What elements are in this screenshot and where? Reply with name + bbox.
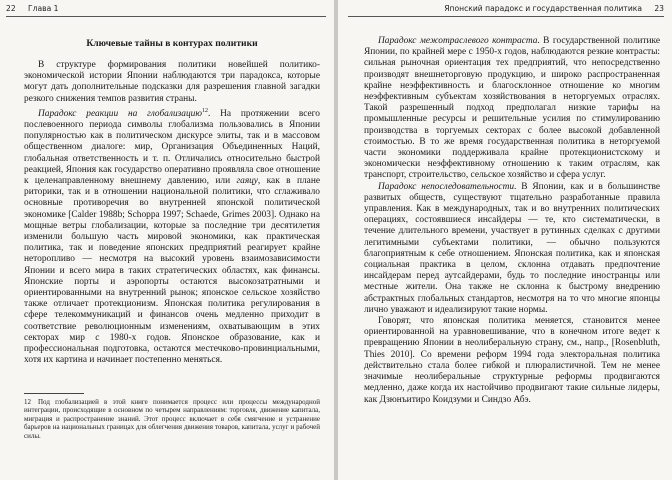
header-rule (348, 16, 664, 17)
right-page (338, 0, 672, 480)
header-rule (6, 16, 326, 17)
paragraph-globalization (24, 109, 320, 367)
paragraph-cross-sector (364, 36, 660, 182)
footnote-number: 12 (24, 398, 31, 406)
right-body (364, 36, 660, 406)
left-page (0, 0, 334, 480)
paragraph-inconsistency (364, 182, 660, 316)
paragraph-text: . В государственной политике Японии, по крайней мере с 1950-х годов, наблюдаются резкие контрасты: сильная рыночная ориентация тех предприятий, что непосредственно производят внешнеторговую продукцию, и широко распространенная крайне неэффективность и благосклонное отношение ко многим неэффективным субъектам хозяйствования в неторгуемых отраслях. Такой разрешенный подход предполагал низкие тарифы на промышленные ресурсы и решительные усилия по стимулированию производства в торгуемых секторах с более высокой добавленной стоимостью. В то же время государственная политика в неторгуемой части экономики поддерживала крайне протекционистскому и экономически неэффективному отношению к таким отраслям, как транспорт, строительство, сельское хозяйство и сфера услуг. (364, 36, 660, 181)
footnote-rule (24, 393, 84, 394)
running-head: Японский парадокс и государственная политика (444, 4, 642, 13)
page-number: 22 (6, 4, 16, 13)
section-title: Ключевые тайны в контурах политики (86, 38, 258, 49)
running-head: Глава 1 (28, 4, 59, 13)
left-body (24, 38, 320, 366)
footnote (24, 398, 320, 440)
footnote-ref[interactable]: 12 (201, 107, 208, 114)
paragraph-change: Говорят, что японская политика меняется, становится менее ориентированной на уравновешивание, что в конечном итоге ведет к превращению Японии в неолиберальную страну, см., напр., [Rosenbluth, Thies 2010]. Со времени реформ 1994 года электоральная политика действительно стала более гибкой и плюралистичной. Тем не менее значимые неолиберальные структурные реформы продвигаются медленно, даже когда их настойчиво продвигают такие сильные лидеры, как Дзюнъитиро Коидзуми и Синдзо Абэ. (364, 316, 660, 405)
term-gaiatsu: гаяцу (236, 176, 258, 187)
footnote-text: Под глобализацией в этой книге понимается процесс или процессы международной интеграции, происходящие в основном по четырем направлениям: торговля, движение капитала, миграция и распространение знаний. Этот процесс включает в себя смягчение и устранение барьеров на национальных границах для облегчения движения товаров, капитала, услуг и рабочей силы. (24, 398, 320, 440)
lead-paragraph: В структуре формирования политики новейшей политико-экономической истории Японии наблюдаются три парадокса, которые могут дать дополнительные подсказки для разрешения главной загадки резкого снижения темпов развития страны. (24, 60, 320, 104)
paragraph-lead: Парадокс реакции на глобализацию (38, 108, 202, 119)
page-number: 23 (654, 4, 664, 13)
paragraph-text: . В Японии, как и в большинстве развитых обществ, существуют тщательно разработанные правила управления. Как в международных, так и во внутренних политических операциях, состоявшиеся инсайдеры — те, кто систематически, в течение длительного времени, участвует в рутинных сделках с другими легитимными субъектами политики, — обычно пользуются благоприятным к себе отношением. Японская политика, как и японская социальная практика в целом, склонна отдавать предпочтение инсайдерам перед аутсайдерами, будь то последние иностранцы или местные жители. Она также не склонна к быстрому внедрению абстрактных глобальных стандартов, несмотря на то что многие японцы лично уважают и идеализируют такие нормы. (364, 181, 660, 315)
paragraph-lead: Парадокс межотраслевого контраста (378, 36, 538, 46)
paragraph-text: . На протяжении всего послевоенного периода символы глобализма пользовались в Японии популярностью как в политическом дискурсе элиты, так и в массовом общественном диалоге: мир, Организация Объединенных Наций, глобальная ответственность и т. п. Отличались относительно быстрой реакцией, Япония как государство оперативно проявляла свое отношение к целенаправленному внешнему давлению, или (24, 108, 320, 187)
paragraph-lead: Парадокс непоследовательности (378, 181, 515, 192)
paragraph-text-cont: , как в плане риторики, так и в отношении национальной политики, что сглаживало основные противоречия во внутренней японской политической экономике [Calder 1988b; Schoppa 1997; Schaede, Grimes 2003]. Однако на мощные ветры глобализации, которые за последние три десятилетия изменили большую часть мировой экономики, как практическая политика, так и поведение японских предприятий реагирует крайне неторопливо — несмотря на высокий уровень взаимозависимости Японии и всего мира в таких стратегических областях, как финансы. Японские порты и аэропорты остаются высокозатратными и ориентированными на внутренний рынок; японское сельское хозяйство также отличает протекционизм. Японская политика регулирования в сфере телекоммуникаций и финансов очень медленно приходит в соответствие революционным изменениям, охватывающим в этих секторах мир с 1980-х годов. Японское образование, как и профессиональная подготовка, остаются местечково-провинциальными, хотя их картина и начинает постепенно меняться. (24, 176, 320, 366)
